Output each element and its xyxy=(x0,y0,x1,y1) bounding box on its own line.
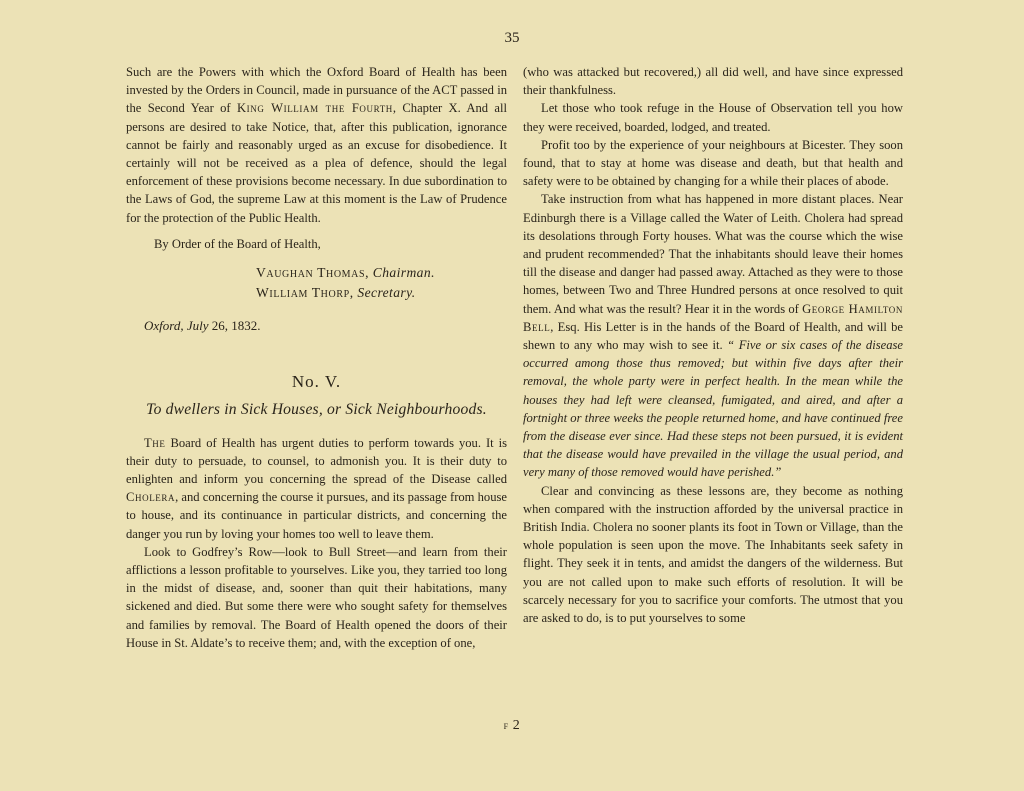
signature-mark: f 2 xyxy=(503,718,521,733)
signatory-secretary: William Thorp, Secretary. xyxy=(256,285,416,301)
paragraph-godfreys-row: Look to Godfrey’s Row—look to Bull Street—and learn from their afflictions a lesson profitable to yourselves. Like you, they tarried too long in the midst of disease, and, sooner than quit their habitations, many sickened and died. But some there were who sought safety for themselves and families by removal. The Board of Health opened the doors of their House in St. Aldate’s to receive them; and, with the exception of one, xyxy=(126,544,507,650)
paragraph-continuation: (who was attacked but recovered,) all did well, and have since expressed their thankfulness. xyxy=(523,65,903,98)
date-line: Oxford, July 26, 1832. xyxy=(144,318,261,334)
paragraph-house-observation: Let those who took refuge in the House of Observation tell you how they were received, boarded, lodged, and treated. xyxy=(523,101,903,134)
right-column xyxy=(523,63,903,627)
paragraph-powers: Such are the Powers with which the Oxford Board of Health has been invested by the Orders in Council, made in pursuance of the ACT passed in the Second Year of King William the Fourth, Chapter X. And all persons are desired to take Notice, that, after this publication, ignorance cannot be fairly and reasonably urged as an excuse for disobedience. It certainly will not be received as a plea of defence, should the legal enforcement of these provisions become necessary. In due subordination to the Laws of God, the supreme Law at this moment is the Law of Prudence for the protection of the Public Health. xyxy=(126,65,507,225)
section-title: To dwellers in Sick Houses, or Sick Neighbourhoods. xyxy=(146,401,487,419)
paragraph-edinburgh: Take instruction from what has happened in more distant places. Near Edinburgh there is a Village called the Water of Leith. Cholera had spread its desolations through Forty houses. What was the course which the wise and prudent recommended? That the inhabitants should leave their homes till the disease and danger had passed away. Attached as they were to those homes, between Two and Three Hundred persons at once resolved to quit them. And what was the result? Hear it in the words of George Hamilton Bell, Esq. His Letter is in the hands of the Board of Health, and will be shewn to any who may wish to see it. “ Five or six cases of the disease occurred among those thus removed; but within five days after their removal, the whole party were in perfect health. In the mean while the houses they had left were cleansed, fumigated, and aired, and after a fortnight or three weeks the people returned home, and have continued free from the disease ever since. Had these steps not been pursued, it is evident that the disease would have prevailed in the village the usual period, and very many of those removed would have perished.” xyxy=(523,192,904,480)
bell-name: George Hamilton Bell xyxy=(523,301,904,334)
paragraph-british-india: Clear and convincing as these lessons are, they become as nothing when compared with the instruction afforded by the universal practice in British India. Cholera no sooner plants its foot in Town or Village, than the whole population is seen upon the move. The Inhabitants seek safety in flight. They seek it in tents, and amidst the dangers of the wilderness. But you are not called upon to make such efforts of resolution. It will be scarcely necessary for you to sacrifice your comforts. The utmost that you are asked to do, is to put yourselves to some xyxy=(523,483,903,626)
signature-block xyxy=(126,263,507,303)
section-number: No. V. xyxy=(291,372,342,392)
paragraph-board-duties: The Board of Health has urgent duties to perform towards you. It is their duty to persuade, to counsel, to admonish you. It is their duty to enlighten and inform you concerning the spread of the Disease called Cholera, and concerning the course it pursues, and its passage from house to house, and its continuance in particular districts, and concerning the danger you run by loving your homes too well to leave them. xyxy=(126,435,508,541)
signatory-chairman: Vaughan Thomas, Chairman. xyxy=(256,265,435,281)
cholera-term: Cholera xyxy=(126,490,176,505)
paragraph-bicester: Profit too by the experience of your neighbours at Bicester. They soon found, that to stay at home was disease and death, but that health and safety were to be obtained by changing for a while their places of abode. xyxy=(523,137,903,189)
king-name: King William the Fourth xyxy=(236,101,393,116)
page-number: 35 xyxy=(504,30,520,46)
order-line: By Order of the Board of Health, xyxy=(154,236,321,251)
left-column xyxy=(126,63,507,652)
bell-quote: “ Five or six cases of the disease occurred among those thus removed; but within five days after their removal, the whole party were in perfect health. In the mean while the houses they had left were cleansed, fumigated, and aired, and after a fortnight or three weeks the people returned home, and have continued free from the disease ever since. Had these steps not been pursued, it is evident that the disease would have prevailed in the village the usual period, and very many of those removed would have perished.” xyxy=(523,338,903,480)
